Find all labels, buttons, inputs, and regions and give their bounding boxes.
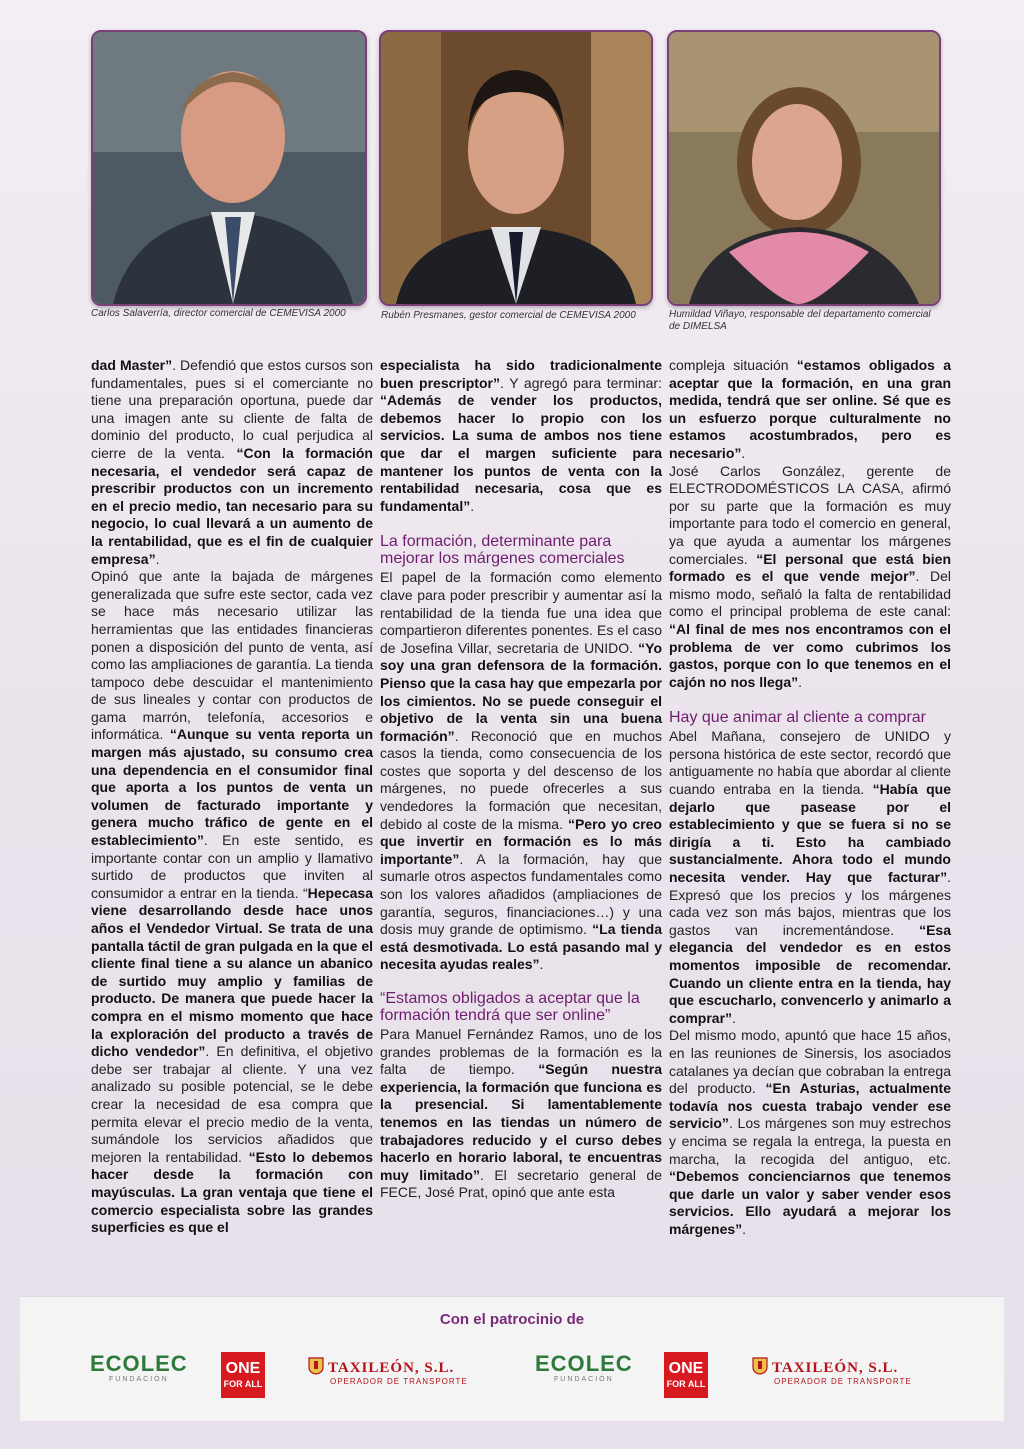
text: . En este sentido, es importante contar con un amplio y llamativo surtido de productos que inviten al consumidor a entrar en la tienda. “	[91, 832, 373, 901]
quote: “Debemos concienciarnos que tenemos que darle un valor y saber vender esos servicios. Ello ayudará a mejorar los márgenes”	[669, 1168, 951, 1237]
paragraph	[91, 568, 373, 1237]
one-line1: ONE	[668, 1360, 704, 1377]
taxileon-logo	[752, 1357, 912, 1403]
quote: “Aunque su venta reporta un margen más ajustado, su consumo crea una dependencia en el consumidor final que aporta a los puntos de venta un volumen de facturado importante y genera mucho tráfico de gente en el establecimiento”	[91, 726, 374, 849]
taxileon-subtitle: OPERADOR DE TRANSPORTE	[330, 1377, 468, 1386]
article-column-3	[669, 357, 951, 1239]
sponsor-title: Con el patrocinio de	[439, 1311, 585, 1328]
sponsor-strip	[20, 1296, 1004, 1421]
photo-humildad-vinayo	[667, 30, 941, 306]
text: . A la formación, hay que sumarle otros aspectos fundamentales como son los valores añadidos (ampliaciones de garantía, seguros, financiaciones…) y una dosis muy grande de optimismo.	[380, 850, 662, 938]
paragraph	[669, 463, 951, 692]
text: . Defendió que estos cursos son fundamentales, pues si el comerciante no tiene una preparación oportuna, puede dar una imagen ante su cliente de falta de dominio del producto, lo cual perjudica al cierre de la venta.	[91, 357, 373, 461]
quote: “Además de vender los productos, debemos hacer lo propio con los servicios. La suma de ambos nos tiene que dar el margen suficiente para mantener los puntos de venta con la rentabilidad necesaria, cosa que es fundamental”	[380, 392, 662, 514]
quote: “La tienda está desmotivada. Lo está pasando mal y necesita ayudas reales”	[380, 921, 662, 973]
text: Del mismo modo, apuntó que hace 15 años, en las reuniones de Sinersis, los asociados catalanes ya decían que cobraban la entrega del producto.	[669, 1027, 951, 1097]
one-line2: FOR ALL	[666, 1379, 706, 1389]
paragraph	[669, 357, 951, 463]
text: . Reconoció que en muchos casos la tienda, como consecuencia de los costes que soporta y del descenso de los márgenes, no puede ofrecerles a sus vendedores la formación que necesitan, debido al coste de la misma.	[380, 727, 662, 832]
paragraph	[380, 569, 662, 974]
quote: “Pero yo creo que invertir en formación es lo más importante”	[380, 815, 662, 867]
quote: “estamos obligados a aceptar que la formación, en una gran medida, tendrá que ser online. Sé que es un esfuerzo porque culturalmente no estamos acostumbrados, pero es necesario”	[669, 357, 952, 461]
taxileon-name: TAXILEÓN, S.L.	[328, 1360, 455, 1376]
quote: “Yo soy una gran defensora de la formación. Pienso que la casa hay que empezarla por los cimientos. No se puede conseguir el objetivo de la venta sin una buena formación”	[380, 639, 662, 744]
text: .	[539, 956, 544, 973]
quote: especialista ha sido tradicionalmente buen prescriptor”	[380, 357, 662, 391]
ecolec-logo	[90, 1352, 188, 1398]
ecolec-subtitle: FUNDACIÓN	[554, 1376, 614, 1383]
article-column-2	[380, 357, 662, 1202]
text: .	[732, 1009, 736, 1026]
quote: “Con la formación necesaria, el vendedor será capaz de prescribir productos con un incremento en el precio medio, tan necesario para su negocio, lo cual llevará a un aumento de la rentabilidad, que es el fin de cualquier empresa”	[91, 444, 373, 567]
ecolec-name-b: LEC	[585, 1351, 633, 1376]
text: .	[742, 1220, 747, 1237]
photo-caption: Humildad Viñayo, responsable del departamento comercial de DIMELSA	[669, 309, 931, 332]
one-line1: ONE	[225, 1360, 261, 1377]
section-heading: La formación, determinante para mejorar los márgenes comerciales	[380, 533, 625, 568]
one-for-all-logo	[664, 1352, 708, 1398]
photo-caption: Carlos Salaverría, director comercial de CEMEVISA 2000	[91, 308, 346, 319]
paragraph	[380, 1026, 662, 1202]
crest-icon	[752, 1357, 768, 1375]
taxileon-name: TAXILEÓN, S.L.	[772, 1360, 899, 1376]
ecolec-subtitle: FUNDACIÓN	[109, 1376, 169, 1383]
text: .	[155, 550, 160, 567]
text: . En definitiva, el objetivo debe ser trabajar al cliente. Y una vez analizado su posible potencial, se le debe crear la necesidad de esa compra que permita elevar el precio medio de la venta, sumándole los servicios añadidos que mejoren la rentabilidad.	[91, 1043, 374, 1165]
quote: “En Asturias, actualmente todavía nos cuesta trabajo vender ese servicio”	[669, 1080, 951, 1132]
text: .	[741, 444, 746, 461]
ecolec-logo	[535, 1352, 633, 1398]
one-line2: FOR ALL	[223, 1379, 263, 1389]
ecolec-name-a: ECO	[535, 1351, 586, 1376]
quote: “Esa elegancia del vendedor es en estos momentos imposible de recomendar. Cuando un cliente entra en la tienda, hay que escucharlo, convencerlo y animarlo a comprar”	[669, 921, 951, 1026]
quote: “Según nuestra experiencia, la formación que funciona es la presencial. Si lamentablemente tenemos en las tiendas un número de trabajadores reducido y el curso debes hacerlo en horario laboral, te encuentras muy limitado”	[380, 1061, 662, 1183]
ecolec-name-b: LEC	[140, 1351, 188, 1376]
quote: Hepecasa viene desarrollando desde hace unos años el Vendedor Virtual. Se trata de una pantalla táctil de gran pulgada en la que el cliente final tiene a su alance un abanico de surtido muy amplio y familias de producto. De manera que puede hacer la compra en el mismo momento que hace la exploración del producto a través de dicho vendedor”	[91, 884, 373, 1060]
text: José Carlos González, gerente de ELECTRODOMÉSTICOS LA CASA, afirmó por su parte que la formación es muy importante para todo el comercio en general, ya que ayuda a aumentar los márgenes comerciales.	[669, 462, 951, 567]
text: .	[798, 673, 803, 690]
quote: “Había que dejarlo que pasease por el establecimiento y que se fuera si no se dirigía a ti. Esto ha cambiado sustancialmente. Ahora todo el mundo necesita vender. Hay que facturar”	[669, 781, 951, 886]
paragraph	[669, 1027, 951, 1238]
taxileon-subtitle: OPERADOR DE TRANSPORTE	[774, 1377, 912, 1386]
text: Opinó que ante la bajada de márgenes generalizada que sufre este sector, cada vez se hace más necesario utilizar las herramientas que las entidades financieras ponen a disposición del punto de venta, así como las ampliaciones de garantía. La tienda tampoco debe descuidar el mantenimiento de sus lineales y contar con productos de gama marrón, telefonía, accesorios e informática.	[91, 568, 373, 743]
text: Para Manuel Fernández Ramos, uno de los grandes problemas de la formación es la falta de tiempo.	[380, 1026, 662, 1078]
text: . Del mismo modo, señaló la falta de rentabilidad como el principal problema de este canal:	[669, 568, 951, 620]
paragraph	[669, 728, 951, 1027]
taxileon-logo	[308, 1357, 468, 1403]
one-for-all-logo	[221, 1352, 265, 1398]
photo-ruben-presmanes	[379, 30, 653, 306]
quote: “Esto lo debemos hacer desde la formación con mayúsculas. La gran ventaja que tiene el comercio especialista sobre las grandes superficies es que el	[91, 1148, 374, 1236]
paragraph	[91, 357, 373, 568]
text: .	[470, 497, 475, 514]
text: Abel Mañana, consejero de UNIDO y persona histórica de este sector, recordó que antiguamente no había que abordar al cliente cuando entraba en la tienda.	[669, 728, 951, 798]
text: . Los márgenes son muy estrechos y encima se regala la entrega, la puesta en marcha, la recogida del antiguo, etc.	[669, 1115, 951, 1167]
quote: “El personal que está bien formado es el que vende mejor”	[669, 550, 952, 585]
quote: dad Master”	[91, 357, 173, 373]
text: . El secretario general de FECE, José Prat, opinó que ante esta	[380, 1166, 662, 1201]
text: El papel de la formación como elemento clave para poder prescribir y aumentar así la rentabilidad de la tienda fue una idea que compartieron diferentes ponentes. Es el caso de Josefina Villar, secretaria de UNIDO.	[380, 569, 662, 656]
text: . Expresó que los precios y los márgenes cada vez son más bajos, mientras que los gastos van incrementándose.	[669, 869, 951, 938]
photo-caption: Rubén Presmanes, gestor comercial de CEMEVISA 2000	[381, 310, 636, 321]
section-heading: Hay que animar al cliente a comprar	[669, 709, 927, 727]
quote: “Al final de mes nos encontramos con el problema de ver como cubrimos los gastos, porque con lo que tenemos en el cajón no nos llega”	[669, 620, 951, 690]
photo-carlos-salaverria	[91, 30, 367, 306]
paragraph	[380, 357, 662, 515]
text: compleja situación	[669, 357, 797, 373]
ecolec-name-a: ECO	[90, 1351, 141, 1376]
section-heading: “Estamos obligados a aceptar que la formación tendrá que ser online”	[380, 990, 640, 1024]
article-column-1	[91, 357, 373, 1237]
text: . Y agregó para terminar:	[499, 374, 662, 391]
crest-icon	[308, 1357, 324, 1375]
